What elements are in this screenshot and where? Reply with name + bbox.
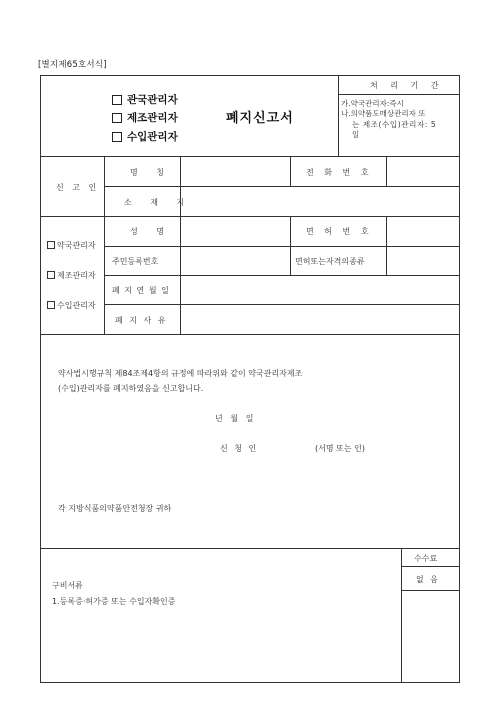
license-type-label: 면허또는자격의종류 bbox=[295, 257, 365, 266]
resident-number-label: 주민등록번호 bbox=[112, 257, 159, 266]
processing-line-1: 가.약국관리자:즉시 bbox=[341, 99, 404, 108]
name-label: 명 칭 bbox=[130, 168, 172, 177]
page-title: 폐지신고서 bbox=[226, 111, 294, 126]
form-number: [별지제65호서식] bbox=[38, 60, 107, 70]
license-number-label: 면 허 번 호 bbox=[306, 227, 373, 236]
manager-option-import[interactable]: 수입관리자 bbox=[47, 300, 96, 311]
required-docs-item: 1.등록증·허가증 또는 수입자확인증 bbox=[52, 597, 176, 606]
statement-line-2: (수입)관리자를 폐지하였음을 신고합니다. bbox=[58, 384, 204, 393]
checkbox-icon[interactable] bbox=[47, 241, 55, 249]
manager-option-manufacturing[interactable]: 제조관리자 bbox=[47, 270, 96, 281]
checkbox-icon[interactable] bbox=[47, 271, 55, 279]
option-import-manager[interactable]: 수입관리자 bbox=[112, 129, 178, 144]
checkbox-icon[interactable] bbox=[112, 132, 122, 142]
processing-period-label: 처 리 기 간 bbox=[370, 81, 444, 90]
phone-label: 전 화 번 호 bbox=[306, 168, 373, 177]
closure-date-label: 폐 지 연 월 일 bbox=[112, 286, 170, 295]
reporter-section-label: 신 고 인 bbox=[56, 183, 100, 192]
applicant-label: 신 청 인 bbox=[220, 444, 259, 453]
option-manufacturing-manager[interactable]: 제조관리자 bbox=[112, 110, 178, 125]
signature-label: (서명 또는 인) bbox=[315, 444, 365, 453]
option-pharmacy-manager[interactable]: 관국관리자 bbox=[112, 92, 178, 107]
addressee: 각 지방식품의약품안전청장 귀하 bbox=[58, 504, 172, 513]
manager-option-pharmacy[interactable]: 약국관리자 bbox=[47, 240, 96, 251]
processing-line-3: 는 제조(수입)관리자: 5 bbox=[352, 120, 437, 129]
statement-line-1: 약사법시행규칙 제84조제4항의 규정에 따라위와 같이 약국관리자제조 bbox=[58, 369, 303, 378]
report-form bbox=[40, 75, 460, 683]
processing-line-4: 일 bbox=[352, 130, 360, 139]
checkbox-icon[interactable] bbox=[112, 95, 122, 105]
date-line: 년 월 일 bbox=[215, 414, 254, 423]
checkbox-icon[interactable] bbox=[112, 113, 122, 123]
processing-line-2: 나.의약품도매상관리자 또 bbox=[341, 109, 426, 118]
person-name-label: 성 명 bbox=[130, 227, 172, 236]
fee-label: 수수료 bbox=[414, 554, 438, 563]
address-label: 소 재 지 bbox=[124, 198, 193, 207]
closure-reason-label: 폐 지 사 유 bbox=[115, 316, 168, 325]
required-docs-label: 구비서류 bbox=[52, 581, 83, 590]
checkbox-icon[interactable] bbox=[47, 301, 55, 309]
fee-value: 없 음 bbox=[416, 575, 440, 584]
